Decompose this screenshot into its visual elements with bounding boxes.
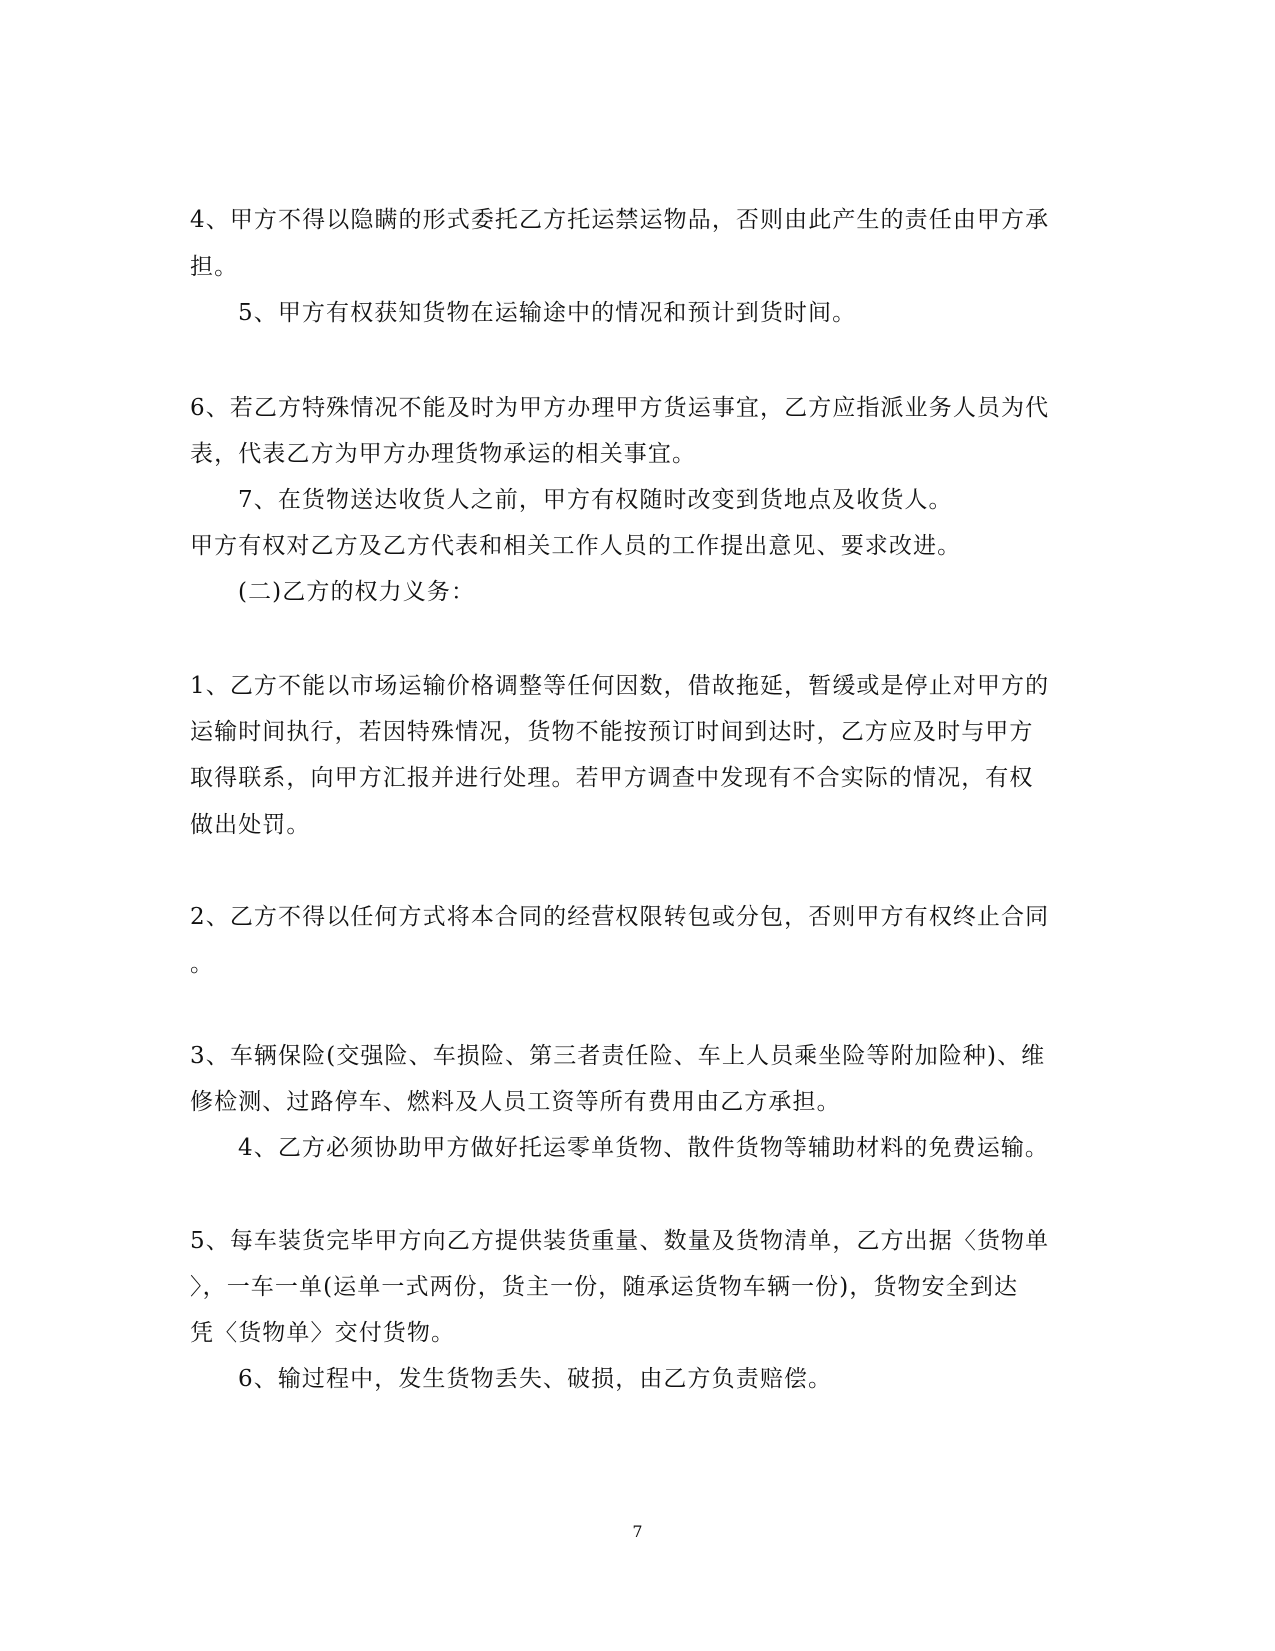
text-line: 7、在货物送达收货人之前，甲方有权随时改变到货地点及收货人。 (238, 487, 953, 513)
text-line: 2、乙方不得以任何方式将本合同的经营权限转包或分包，否则甲方有权终止合同 (190, 904, 1050, 930)
text-line: 4、乙方必须协助甲方做好托运零单货物、散件货物等辅助材料的免费运输。 (238, 1135, 1050, 1161)
page-number: 7 (632, 1522, 643, 1541)
text-line: 6、若乙方特殊情况不能及时为甲方办理甲方货运事宜，乙方应指派业务人员为代 (190, 395, 1050, 421)
text-line: 3、车辆保险(交强险、车损险、第三者责任险、车上人员乘坐险等附加险种)、维 (190, 1043, 1046, 1069)
text-line: 凭〈货物单〉交付货物。 (190, 1320, 456, 1346)
text-line: 修检测、过路停车、燃料及人员工资等所有费用由乙方承担。 (190, 1089, 841, 1115)
text-line: 5、每车装货完毕甲方向乙方提供装货重量、数量及货物清单，乙方出据〈货物单 (190, 1228, 1050, 1254)
text-line: 运输时间执行，若因特殊情况，货物不能按预订时间到达时，乙方应及时与甲方 (190, 719, 1034, 745)
text-line: 5、甲方有权获知货物在运输途中的情况和预计到货时间。 (238, 300, 857, 326)
text-line: 表，代表乙方为甲方办理货物承运的相关事宜。 (190, 441, 697, 467)
text-line: 4、甲方不得以隐瞒的形式委托乙方托运禁运物品，否则由此产生的责任由甲方承 (190, 207, 1050, 233)
text-line: 甲方有权对乙方及乙方代表和相关工作人员的工作提出意见、要求改进。 (190, 533, 962, 559)
text-line: 担。 (190, 254, 239, 280)
text-line: 6、输过程中，发生货物丢失、破损，由乙方负责赔偿。 (238, 1366, 833, 1392)
section-heading: (二)乙方的权力义务： (238, 579, 476, 605)
text-line: 〉，一车一单(运单一式两份，货主一份，随承运货物车辆一份)，货物安全到达 (190, 1274, 1019, 1300)
text-line: 。 (190, 951, 215, 977)
text-line: 取得联系，向甲方汇报并进行处理。若甲方调查中发现有不合实际的情况，有权 (190, 765, 1034, 791)
text-line: 1、乙方不能以市场运输价格调整等任何因数，借故拖延，暂缓或是停止对甲方的 (190, 673, 1050, 699)
text-line: 做出处罚。 (190, 812, 311, 838)
